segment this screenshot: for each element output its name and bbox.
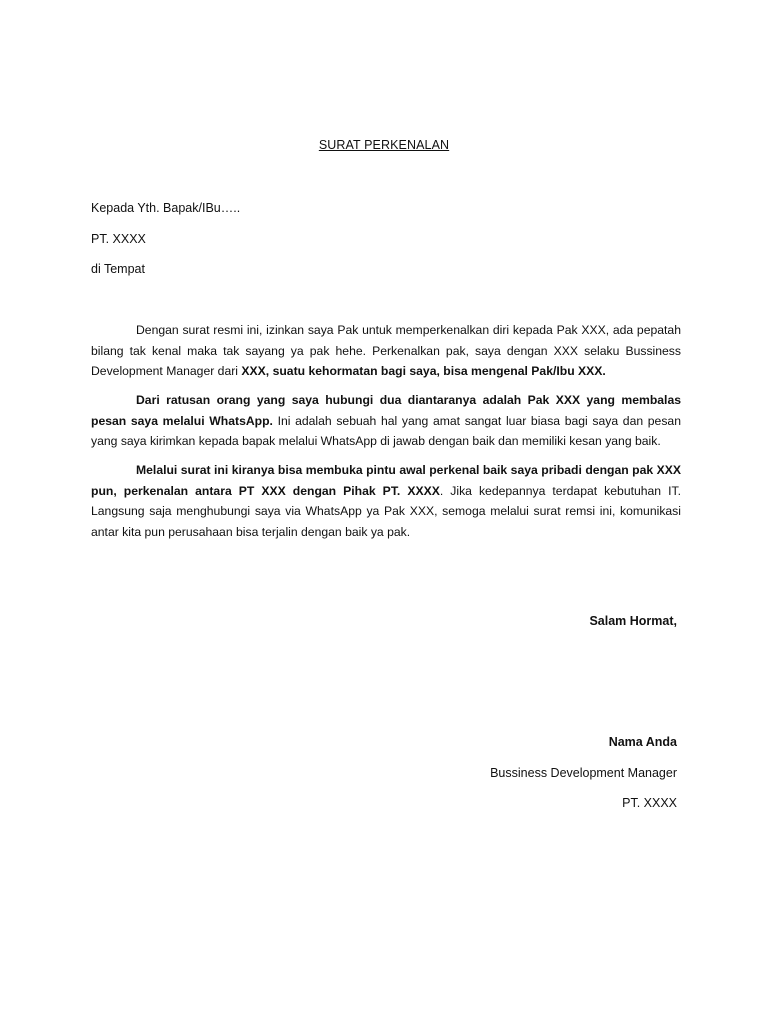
paragraph-2 — [91, 390, 681, 452]
paragraph-2-text: Ini adalah sebuah hal yang amat sangat luar biasa bagi saya dan pesan yang saya kirimkan kepada bapak melalui WhatsApp di jawab dengan baik dan memiliki kesan yang baik. — [91, 413, 681, 448]
paragraph-1-text: Dengan surat resmi ini, izinkan saya Pak untuk memperkenalkan diri kepada Pak XXX, ada pepatah bilang tak kenal maka tak sayang ya pak hehe. Perkenalkan pak, saya dengan XXX selaku Bussiness Development Manager dari — [91, 323, 681, 378]
paragraph-1-bold: XXX, suatu kehormatan bagi saya, bisa mengenal Pak/Ibu XXX. — [241, 364, 606, 378]
recipient-line-3: di Tempat — [91, 262, 145, 276]
signature-position: Bussiness Development Manager — [490, 766, 677, 780]
paragraph-3 — [91, 460, 681, 542]
paragraph-3-text: . Jika kedepannya terdapat kebutuhan IT. Langsung saja menghubungi saya via WhatsApp ya Pak XXX, semoga melalui surat remsi ini, komunikasi antar kita pun perusahaan bisa terjalin dengan baik ya pak. — [91, 483, 681, 539]
signature-company: PT. XXXX — [622, 796, 677, 810]
paragraph-1 — [91, 320, 681, 382]
signature-name: Nama Anda — [608, 735, 677, 749]
paragraph-3-bold: Melalui surat ini kiranya bisa membuka pintu awal perkenal baik saya pribadi dengan pak XXX pun, perkenalan antara PT XXX dengan Pihak PT. XXXX — [91, 463, 681, 498]
recipient-line-2: PT. XXXX — [91, 232, 146, 246]
closing-salutation: Salam Hormat, — [589, 614, 677, 628]
recipient-line-1: Kepada Yth. Bapak/IBu….. — [91, 201, 241, 215]
letter-title: SURAT PERKENALAN — [318, 138, 450, 152]
paragraph-2-bold: Dari ratusan orang yang saya hubungi dua diantaranya adalah Pak XXX yang membalas pesan saya melalui WhatsApp. — [91, 393, 681, 428]
